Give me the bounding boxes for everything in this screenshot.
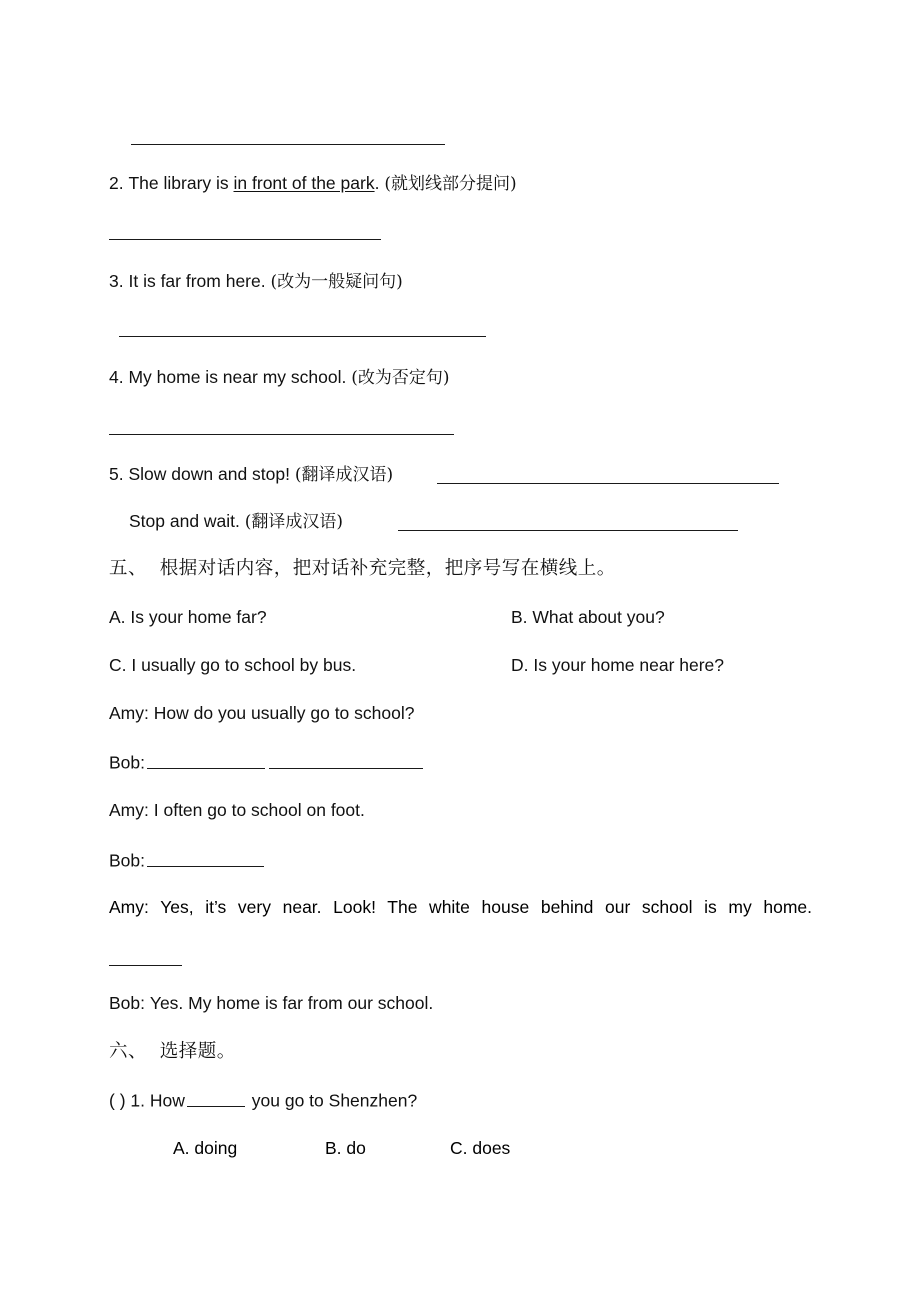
item2-text-before: The library is <box>128 173 234 193</box>
dialogue-speaker: Bob: <box>109 993 145 1013</box>
item5-sub-text: Stop and wait. <box>129 511 240 531</box>
question-number: 1. <box>130 1090 146 1111</box>
dialogue-line-amy-3 <box>109 897 812 917</box>
dialogue-line-bob-1 <box>109 751 425 773</box>
question-1-option-c[interactable]: C. does <box>450 1138 511 1158</box>
section-five-choice-d[interactable]: D. Is your home near here? <box>511 655 725 675</box>
section-five-heading <box>109 558 616 579</box>
exercise-item-2 <box>109 173 517 194</box>
section-six-title: 选择题。 <box>159 1041 236 1062</box>
section-five-choice-b[interactable]: B. What about you? <box>511 607 665 627</box>
section-five-marker: 五、 <box>109 558 148 579</box>
item5-number: 5. <box>109 464 124 484</box>
question-stem-after: you go to Shenzhen? <box>251 1090 418 1111</box>
dialogue-answer-blank-2[interactable] <box>269 751 423 769</box>
answer-blank-rule-5a[interactable] <box>437 483 779 484</box>
section-five-choice-a[interactable]: A. Is your home far? <box>109 607 267 627</box>
item4-number: 4. <box>109 367 124 387</box>
answer-blank-rule-4[interactable] <box>109 434 454 435</box>
answer-blank-rule-3[interactable] <box>119 336 486 337</box>
dialogue-text: How do you usually go to school? <box>153 703 415 723</box>
exercise-item-4 <box>109 367 449 388</box>
dialogue-text: Yes, it’s very near. Look! The white house behind our school is my home. <box>160 897 812 917</box>
item2-number: 2. <box>109 173 124 193</box>
section-five-title: 根据对话内容，把对话补充完整，把序号写在横线上。 <box>159 558 616 579</box>
item4-instruction: (改为否定句) <box>351 368 450 388</box>
section-six-heading <box>109 1041 236 1062</box>
dialogue-line-bob-3 <box>109 993 433 1013</box>
dialogue-speaker: Amy: <box>109 703 149 723</box>
question-stem-before: How <box>149 1090 185 1111</box>
question-stem-blank[interactable] <box>187 1089 245 1107</box>
item3-text: It is far from here. <box>128 271 266 291</box>
answer-blank-rule-5b[interactable] <box>398 530 738 531</box>
section-five-choice-c[interactable]: C. I usually go to school by bus. <box>109 655 357 675</box>
section-six-marker: 六、 <box>109 1041 148 1062</box>
item2-underlined-phrase: in front of the park <box>233 173 375 193</box>
exercise-item-3 <box>109 271 403 292</box>
exercise-item-5 <box>109 464 393 485</box>
dialogue-text: I often go to school on foot. <box>153 800 365 820</box>
dialogue-line-amy-2 <box>109 800 365 820</box>
dialogue-answer-blank-3[interactable] <box>147 849 264 867</box>
item3-instruction: (改为一般疑问句) <box>270 272 403 292</box>
dialogue-text: Yes. My home is far from our school. <box>149 993 434 1013</box>
item4-text: My home is near my school. <box>128 367 347 387</box>
dialogue-line-amy-1 <box>109 703 414 723</box>
answer-blank-rule-0[interactable] <box>131 144 445 145</box>
dialogue-speaker: Amy: <box>109 800 149 820</box>
answer-blank-rule-2[interactable] <box>109 239 381 240</box>
item2-text-after: . <box>374 173 380 193</box>
question-1-option-a[interactable]: A. doing <box>173 1138 238 1158</box>
dialogue-trailing-blank-rule[interactable] <box>109 965 182 966</box>
dialogue-speaker: Bob: <box>109 850 145 871</box>
section-six-question-1 <box>109 1089 417 1111</box>
item5-sub-instruction: (翻译成汉语) <box>244 512 344 532</box>
dialogue-line-bob-2 <box>109 849 266 871</box>
item5-instruction: (翻译成汉语) <box>294 465 394 485</box>
item3-number: 3. <box>109 271 124 291</box>
dialogue-answer-blank-1[interactable] <box>147 751 265 769</box>
dialogue-speaker: Bob: <box>109 752 145 773</box>
item5-text: Slow down and stop! <box>128 464 290 484</box>
item2-instruction: (就划线部分提问) <box>384 174 517 194</box>
question-1-option-b[interactable]: B. do <box>325 1138 366 1158</box>
dialogue-speaker: Amy: <box>109 897 149 917</box>
question-answer-bracket[interactable]: ( ) <box>109 1090 126 1111</box>
exercise-item-5-sub <box>129 511 343 532</box>
